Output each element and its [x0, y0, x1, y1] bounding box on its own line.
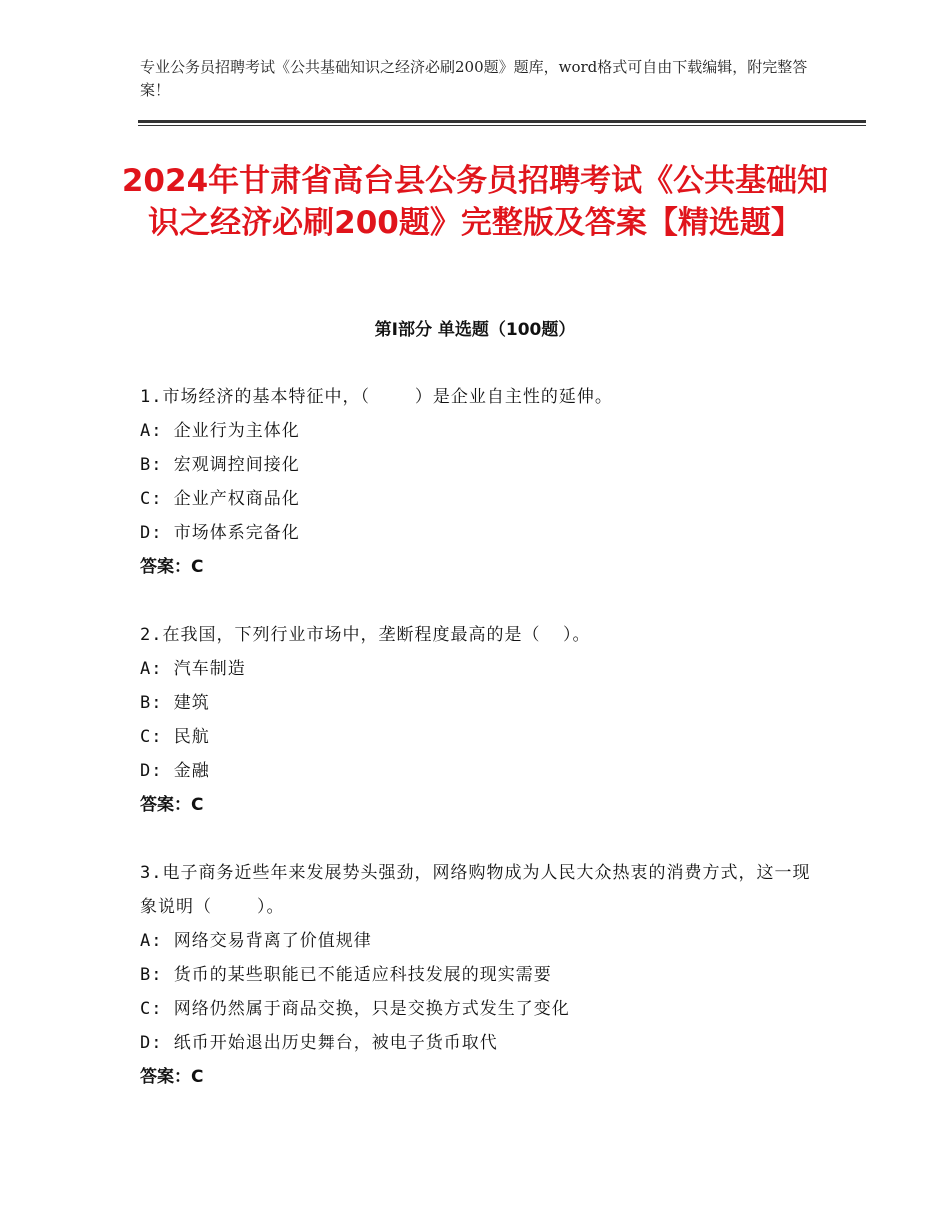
option-d: D: 纸币开始退出历史舞台，被电子货币取代	[140, 1033, 498, 1053]
question-1	[140, 380, 820, 584]
header-note: 专业公务员招聘考试《公共基础知识之经济必刷200题》题库，word格式可自由下载编辑，附完整答案！	[140, 58, 808, 99]
option-d: D: 市场体系完备化	[140, 523, 300, 543]
option-d: D: 金融	[140, 761, 210, 781]
option-b: B: 建筑	[140, 693, 210, 713]
question-3	[140, 856, 820, 1094]
option-a: A: 企业行为主体化	[140, 421, 300, 441]
section-title: 第Ⅰ部分 单选题（100题）	[374, 320, 576, 340]
answer: 答案：C	[140, 795, 204, 815]
option-c: C: 网络仍然属于商品交换，只是交换方式发生了变化	[140, 999, 570, 1019]
header-rule-thin	[138, 125, 866, 126]
question-stem: 3.电子商务近些年来发展势头强劲，网络购物成为人民大众热衷的消费方式，这一现象说明（ ）。	[140, 863, 811, 917]
answer: 答案：C	[140, 1067, 204, 1087]
option-c: C: 民航	[140, 727, 210, 747]
question-stem: 2.在我国，下列行业市场中，垄断程度最高的是（ ）。	[140, 625, 591, 645]
header-rule-thick	[138, 120, 866, 123]
question-2	[140, 618, 820, 822]
option-a: A: 网络交易背离了价值规律	[140, 931, 372, 951]
answer: 答案：C	[140, 557, 204, 577]
option-b: B: 货币的某些职能已不能适应科技发展的现实需要	[140, 965, 552, 985]
document-title: 2024年甘肃省高台县公务员招聘考试《公共基础知识之经济必刷200题》完整版及答案【精选题】	[121, 163, 829, 241]
option-c: C: 企业产权商品化	[140, 489, 300, 509]
question-list	[140, 380, 820, 1128]
question-stem: 1.市场经济的基本特征中，（ ）是企业自主性的延伸。	[140, 387, 613, 407]
option-b: B: 宏观调控间接化	[140, 455, 300, 475]
option-a: A: 汽车制造	[140, 659, 246, 679]
